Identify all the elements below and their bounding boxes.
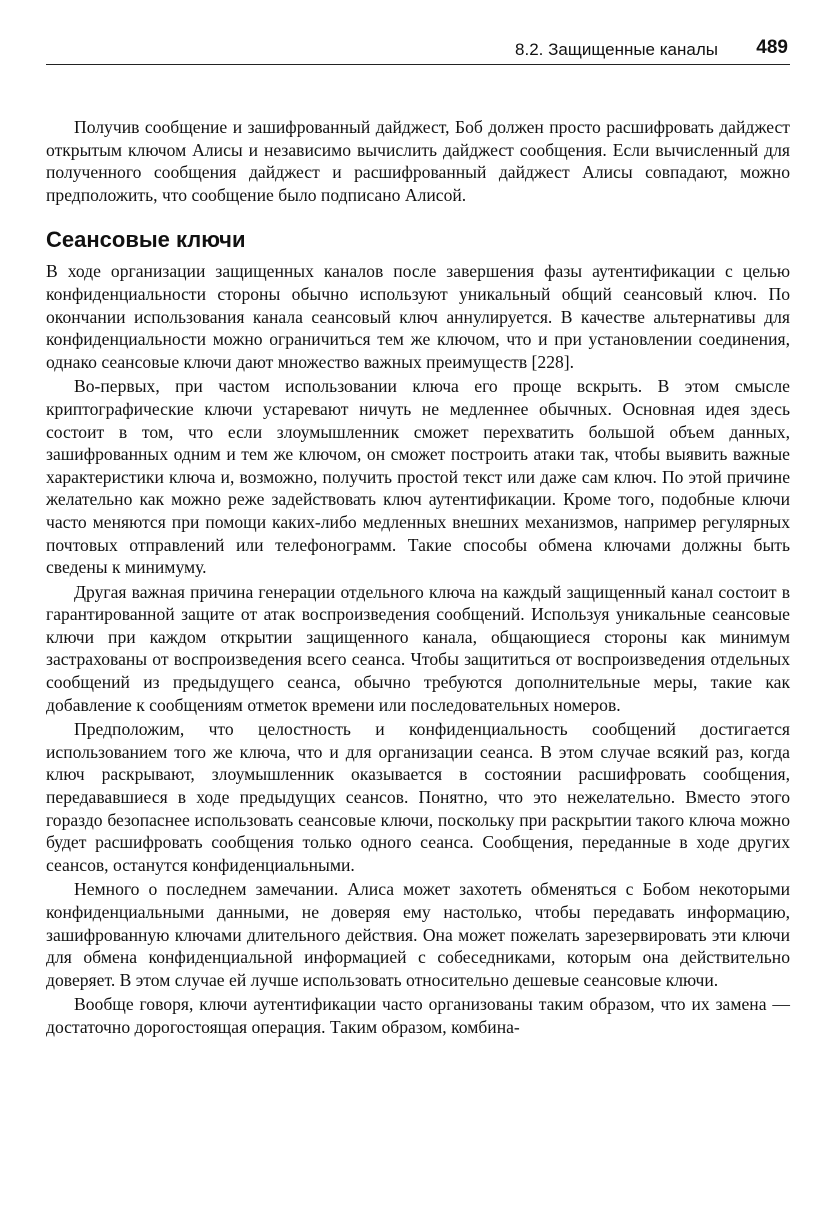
paragraph: Вообще говоря, ключи аутентификации часто организованы таким образом, что их замена — достаточно дорогостоящая операция. Таким образом, комбина- [46,994,790,1037]
paragraph: Во-первых, при частом использовании ключа его проще вскрыть. В этом смысле криптографические ключи устаревают ничуть не медленнее обычных. Основная идея здесь состоит в том, что если злоумышленник сможет перехватить большой объем данных, зашифрованных одним и тем же ключом, он сможет построить атаки так, чтобы выявить важные характеристики ключа и, возможно, получить простой текст или даже сам ключ. По этой причине желательно как можно реже задействовать ключ аутентификации. Кроме того, подобные ключи часто меняются при помощи каких-либо медленных внешних механизмов, например регулярных почтовых отправлений или телефонограмм. Такие способы обмена ключами должны быть сведены к минимуму. [46,376,790,578]
paragraph: В ходе организации защищенных каналов после завершения фазы аутентификации с целью конфиденциальности стороны обычно используют уникальный общий сеансовый ключ. По окончании использования канала сеансовый ключ аннулируется. В качестве альтернативы для конфиденциальности можно ограничиться тем же ключом, что и при установлении соединения, однако сеансовые ключи дают множество важных преимуществ [228]. [46,261,790,372]
running-header [46,34,790,65]
paragraph: Немного о последнем замечании. Алиса может захотеть обменяться с Бобом некоторыми конфиденциальными данными, не доверяя ему настолько, чтобы передавать информацию, зашифрованную ключами длительного действия. Она может пожелать зарезервировать эти ключи для обмена конфиденциальной информацией с собеседниками, которым она действительно доверяет. В этом случае ей лучше использовать относительно дешевые сеансовые ключи. [46,879,790,990]
page-body [46,116,790,1039]
paragraph: Другая важная причина генерации отдельного ключа на каждый защищенный канал состоит в гарантированной защите от атак воспроизведения сообщений. Используя уникальные сеансовые ключи при каждом открытии защищенного канала, общающиеся стороны как минимум застрахованы от воспроизведения всего сеанса. Чтобы защититься от воспроизведения отдельных сообщений из предыдущего сеанса, обычно требуются дополнительные меры, такие как добавление к сообщениям отметок времени или последовательных номеров. [46,581,790,715]
page-number: 489 [756,37,788,58]
section-heading: Сеансовые ключи [46,227,246,253]
section-title: 8.2. Защищенные каналы [515,40,718,59]
paragraph: Предположим, что целостность и конфиденциальность сообщений достигается использованием того же ключа, что и для организации сеанса. В этом случае всякий раз, когда ключ раскрывают, злоумышленник оказывается в состоянии расшифровать сообщения, передававшиеся в ходе предыдущих сеансов. Понятно, что это нежелательно. Вместо этого гораздо безопаснее использовать сеансовые ключи, поскольку при раскрытии такого ключа можно будет расшифровать сообщения только одного сеанса. Сообщения, переданные в ходе других сеансов, останутся конфиденциальными. [46,719,790,875]
intro-paragraph: Получив сообщение и зашифрованный дайджест, Боб должен просто расшифровать дайджест открытым ключом Алисы и независимо вычислить дайджест сообщения. Если вычисленный для полученного сообщения дайджест и расшифрованный дайджест Алисы совпадают, можно предположить, что сообщение было подписано Алисой. [46,117,790,205]
